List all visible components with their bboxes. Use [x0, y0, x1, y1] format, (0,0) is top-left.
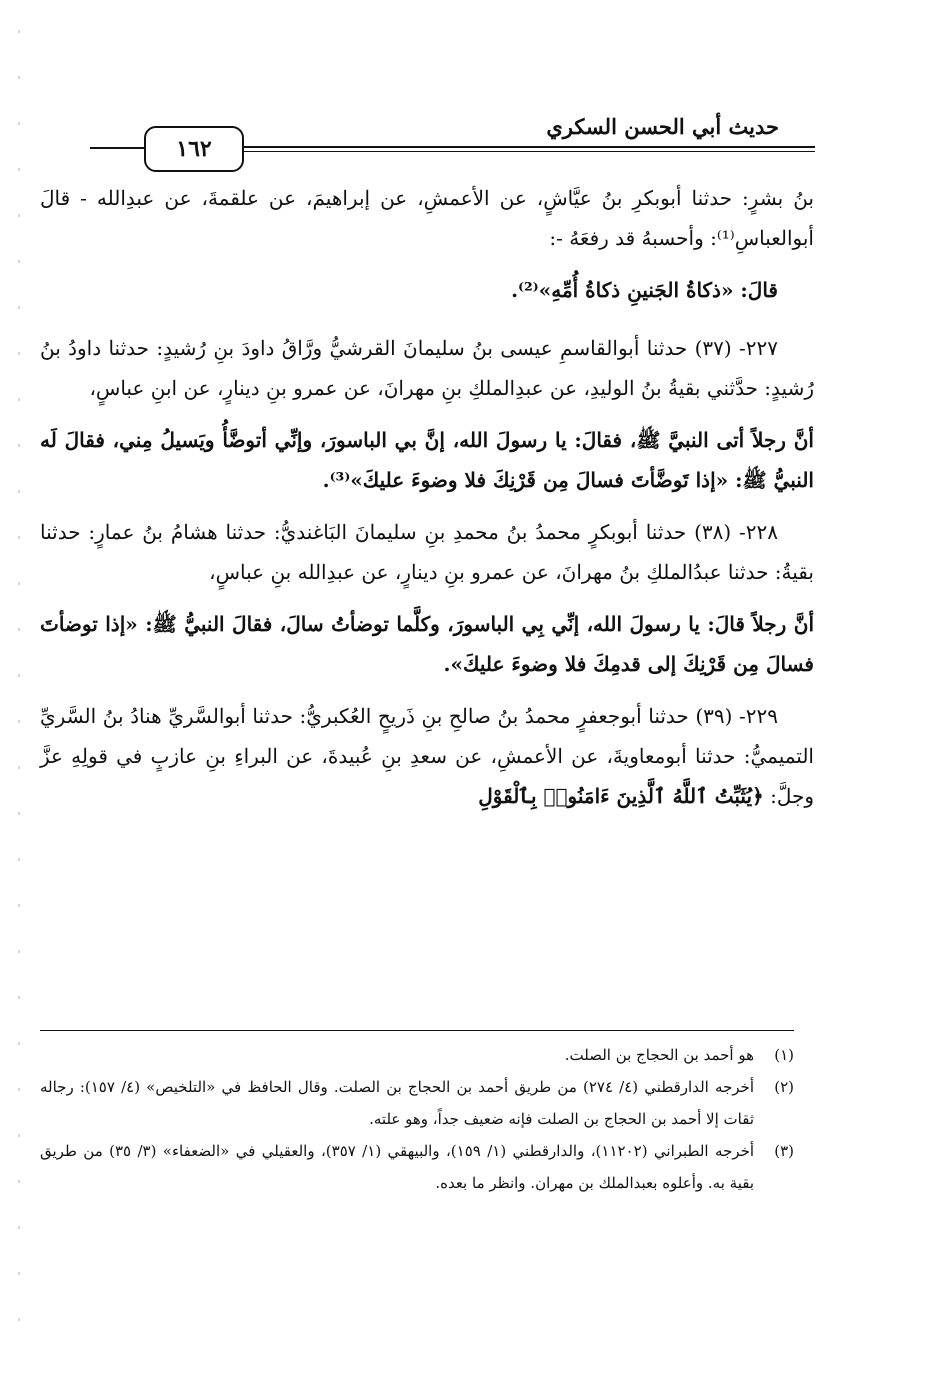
paragraph-1: بنُ بشرٍ: حدثنا أبوبكرِ بنُ عيَّاشٍ، عن الأعمشِ، عن إبراهيمَ، عن علقمةَ، عن عبدِالله - قالَ أبوالعباسِ⁽¹⁾: وأحسبهُ قد رفعَهُ -: — [40, 186, 814, 250]
isnad-228: ٢٢٨- (٣٨) حدثنا أبوبكرٍ محمدُ بنُ محمدِ بنِ سليمانَ البَاغنديُّ: حدثنا هشامُ بنُ عمارٍ: حدثنا بقيةُ: حدثنا عبدُالملكِ بنُ مهرانَ، عن عمرو بنِ دينارٍ، عن عبدِالله بنِ عباسٍ، — [40, 520, 814, 584]
footnote-rule — [40, 1030, 794, 1031]
page-header — [90, 112, 815, 162]
hadith-text-1: قالَ: «ذكاةُ الجَنينِ ذكاةُ أُمِّهِ»⁽²⁾. — [511, 278, 778, 302]
footnote-text: أخرجه الطبراني (١١٢٠٢)، والدارقطني (١/ ١٥٩)، والبيهقي (١/ ٣٥٧)، والعقيلي في «الضعفاء» (٣/ ٣٥) من طريق بقية به. وأعلوه بعبدالملك بن مهران. وانظر ما بعده. — [40, 1142, 755, 1192]
quran-ayah: ﴿يُثَبِّتُ ٱللَّهُ ٱلَّذِينَ ءَامَنُوا۟ بِٱلْقَوْلِ — [478, 784, 764, 808]
footnote-text: أخرجه الدارقطني (٤/ ٢٧٤) من طريق أحمد بن الحجاج بن الصلت. وقال الحافظ في «التلخيص» (٤/ ١٥٧): رجاله ثقات إلا أحمد بن الحجاج بن الصلت فإنه ضعيف جداً، وهو علته. — [40, 1078, 754, 1128]
footnote-3 — [40, 1135, 794, 1199]
footnotes — [40, 1030, 794, 1199]
isnad-229-text: ٢٢٩- (٣٩) حدثنا أبوجعفرٍ محمدُ بنُ صالحِ بنِ ذَريحٍ العُكبريُّ: حدثنا أبوالسَّريِّ هنادُ بنُ السَّريِّ التميميُّ: حدثنا أبومعاويةَ، عن الأعمشِ، عن سعدِ بنِ عُبيدةَ، عن البراءِ بنِ عازبٍ في قولِهِ عزَّ وجلَّ: — [40, 704, 814, 808]
footnote-number: (١) — [774, 1046, 794, 1064]
footnote-1 — [40, 1039, 794, 1071]
hadith-text-228: أنَّ رجلاً قالَ: يا رسولَ الله، إنِّي بِي الباسورَ، وكلَّما توضأتُ سالَ، فقالَ النبيُّ ﷺ: «إذا توضأتَ فسالَ مِن قَرْنِكَ إلى قدمِكَ فلا وضوءَ عليكَ». — [40, 612, 814, 676]
header-rule-tab — [90, 142, 146, 154]
footnote-text: هو أحمد بن الحجاج بن الصلت. — [564, 1046, 754, 1064]
footnote-number: (٢) — [774, 1078, 794, 1096]
isnad-229 — [40, 696, 814, 816]
isnad-227: ٢٢٧- (٣٧) حدثنا أبوالقاسمِ عيسى بنُ سليمانَ القرشيُّ ورَّاقُ داودَ بنِ رُشيدٍ: حدثنا داودُ بنُ رُشيدٍ: حدَّثني بقيةُ بنُ الوليدِ، عن عبدِالملكِ بنِ مهرانَ، عن عمرو بنِ دينارٍ، عن ابنِ عباسٍ، — [40, 336, 814, 400]
hadith-text-227: أنَّ رجلاً أتى النبيَّ ﷺ، فقالَ: يا رسولَ الله، إنَّ بي الباسورَ، وإنِّي أتوضَّأُ ويَسيلُ مِني، فقالَ لَه النبيُّ ﷺ: «إذا تَوضَّأتَ فسالَ مِن قَرْنِكَ فلا وضوءَ عليكَ»⁽³⁾. — [40, 428, 814, 492]
footnote-2 — [40, 1071, 794, 1135]
footnote-number: (٣) — [774, 1142, 794, 1160]
main-text — [40, 178, 814, 816]
running-title: حديث أبي الحسن السكري — [540, 114, 785, 139]
page-number: ١٦٢ — [144, 126, 244, 172]
scan-margin-dots — [18, 30, 20, 1350]
